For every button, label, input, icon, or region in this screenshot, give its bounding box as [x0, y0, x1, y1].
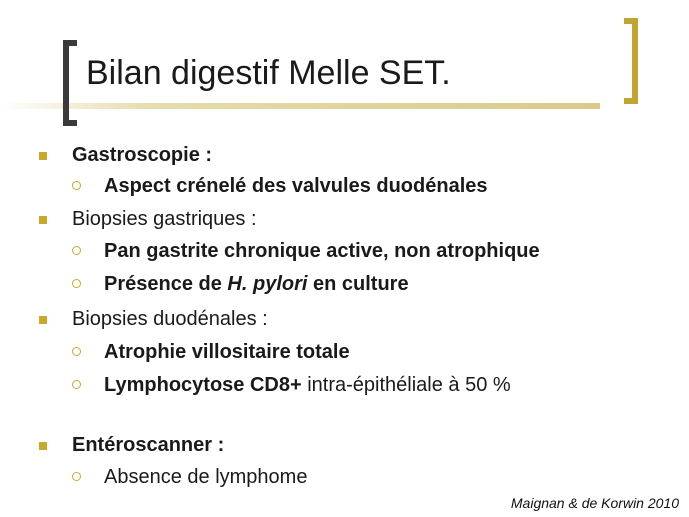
label-part: en culture: [307, 273, 409, 295]
circle-bullet-icon: [72, 347, 81, 356]
right-bracket-decoration: [624, 18, 638, 104]
square-bullet-icon: [39, 442, 47, 450]
square-bullet-icon: [39, 316, 47, 324]
title-underline: [0, 103, 600, 109]
label-part-italic: H. pylori: [227, 273, 308, 295]
sub-bullet-label: Aspect crénelé des valvules duodénales: [104, 175, 488, 197]
sub-bullet-label: Atrophie villositaire totale: [104, 341, 350, 363]
left-bracket-decoration: [63, 40, 77, 126]
bullet-label: Biopsies duodénales :: [72, 308, 268, 330]
circle-bullet-icon: [72, 380, 81, 389]
sub-bullet-label: [104, 373, 511, 397]
circle-bullet-icon: [72, 181, 81, 190]
bullet-label: Biopsies gastriques :: [72, 208, 257, 230]
label-part-bold: Lymphocytose CD8+: [104, 374, 302, 396]
circle-bullet-icon: [72, 246, 81, 255]
bullet-label: Entéroscanner :: [72, 434, 225, 456]
circle-bullet-icon: [72, 472, 81, 481]
label-part: Présence de: [104, 273, 228, 295]
label-part: intra-épithéliale à 50 %: [301, 374, 511, 396]
bullet-label: Gastroscopie :: [72, 144, 213, 166]
sub-bullet-label: Absence de lymphome: [104, 466, 308, 488]
square-bullet-icon: [39, 152, 47, 160]
circle-bullet-icon: [72, 279, 81, 288]
sub-bullet-label: Pan gastrite chronique active, non atrophique: [104, 240, 540, 262]
square-bullet-icon: [39, 216, 47, 224]
source-credit: Maignan & de Korwin 2010: [510, 495, 679, 511]
sub-bullet-label: [104, 272, 409, 296]
slide-title: Bilan digestif Melle SET.: [86, 54, 451, 92]
